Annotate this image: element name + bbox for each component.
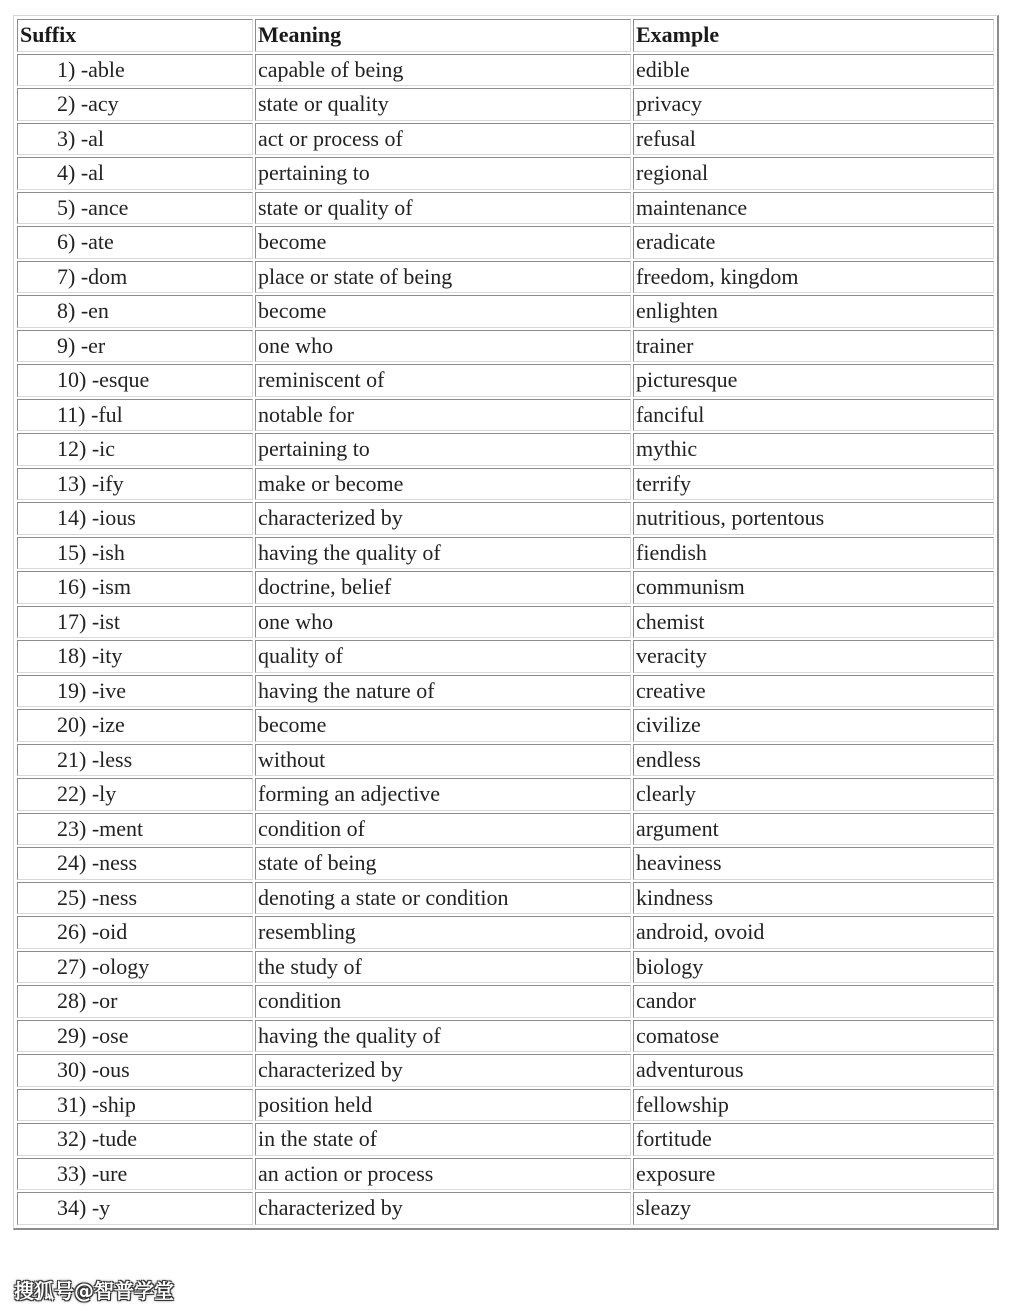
suffix-table-frame: [13, 15, 999, 1230]
suffix-cell: 28) -or: [17, 985, 253, 1018]
table-row: [17, 468, 994, 501]
table-row: [17, 192, 994, 225]
meaning-cell: characterized by: [255, 1054, 631, 1087]
suffix-table: [15, 17, 996, 1227]
table-row: [17, 399, 994, 432]
suffix-cell: 7) -dom: [17, 261, 253, 294]
meaning-cell: state of being: [255, 847, 631, 880]
suffix-cell: 9) -er: [17, 330, 253, 363]
meaning-cell: become: [255, 295, 631, 328]
table-row: [17, 54, 994, 87]
table-row: [17, 502, 994, 535]
suffix-cell: 25) -ness: [17, 882, 253, 915]
table-row: [17, 778, 994, 811]
meaning-cell: having the quality of: [255, 1020, 631, 1053]
example-cell: argument: [633, 813, 994, 846]
table-row: [17, 537, 994, 570]
meaning-cell: become: [255, 709, 631, 742]
suffix-cell: 24) -ness: [17, 847, 253, 880]
table-row: [17, 571, 994, 604]
example-cell: exposure: [633, 1158, 994, 1191]
example-cell: maintenance: [633, 192, 994, 225]
example-cell: comatose: [633, 1020, 994, 1053]
meaning-cell: denoting a state or condition: [255, 882, 631, 915]
suffix-cell: 31) -ship: [17, 1089, 253, 1122]
example-cell: civilize: [633, 709, 994, 742]
example-cell: trainer: [633, 330, 994, 363]
table-row: [17, 606, 994, 639]
suffix-cell: 1) -able: [17, 54, 253, 87]
suffix-cell: 33) -ure: [17, 1158, 253, 1191]
suffix-cell: 22) -ly: [17, 778, 253, 811]
table-row: [17, 1089, 994, 1122]
header-suffix: Suffix: [17, 19, 253, 52]
table-row: [17, 1123, 994, 1156]
example-cell: kindness: [633, 882, 994, 915]
example-cell: terrify: [633, 468, 994, 501]
meaning-cell: characterized by: [255, 502, 631, 535]
suffix-cell: 20) -ize: [17, 709, 253, 742]
table-row: [17, 916, 994, 949]
meaning-cell: resembling: [255, 916, 631, 949]
suffix-cell: 16) -ism: [17, 571, 253, 604]
meaning-cell: state or quality: [255, 88, 631, 121]
meaning-cell: without: [255, 744, 631, 777]
example-cell: nutritious, portentous: [633, 502, 994, 535]
meaning-cell: condition: [255, 985, 631, 1018]
suffix-cell: 29) -ose: [17, 1020, 253, 1053]
example-cell: edible: [633, 54, 994, 87]
suffix-cell: 10) -esque: [17, 364, 253, 397]
suffix-cell: 6) -ate: [17, 226, 253, 259]
example-cell: privacy: [633, 88, 994, 121]
table-row: [17, 709, 994, 742]
suffix-cell: 21) -less: [17, 744, 253, 777]
suffix-cell: 34) -y: [17, 1192, 253, 1225]
meaning-cell: condition of: [255, 813, 631, 846]
suffix-cell: 14) -ious: [17, 502, 253, 535]
meaning-cell: state or quality of: [255, 192, 631, 225]
table-row: [17, 88, 994, 121]
meaning-cell: act or process of: [255, 123, 631, 156]
example-cell: communism: [633, 571, 994, 604]
suffix-cell: 15) -ish: [17, 537, 253, 570]
meaning-cell: notable for: [255, 399, 631, 432]
meaning-cell: the study of: [255, 951, 631, 984]
example-cell: creative: [633, 675, 994, 708]
meaning-cell: having the quality of: [255, 537, 631, 570]
meaning-cell: place or state of being: [255, 261, 631, 294]
table-row: [17, 1054, 994, 1087]
table-row: [17, 675, 994, 708]
suffix-cell: 19) -ive: [17, 675, 253, 708]
meaning-cell: an action or process: [255, 1158, 631, 1191]
suffix-cell: 12) -ic: [17, 433, 253, 466]
example-cell: biology: [633, 951, 994, 984]
example-cell: android, ovoid: [633, 916, 994, 949]
meaning-cell: reminiscent of: [255, 364, 631, 397]
table-row: [17, 813, 994, 846]
table-row: [17, 364, 994, 397]
example-cell: veracity: [633, 640, 994, 673]
meaning-cell: capable of being: [255, 54, 631, 87]
table-row: [17, 847, 994, 880]
example-cell: sleazy: [633, 1192, 994, 1225]
suffix-cell: 23) -ment: [17, 813, 253, 846]
example-cell: fortitude: [633, 1123, 994, 1156]
meaning-cell: become: [255, 226, 631, 259]
table-row: [17, 744, 994, 777]
header-example: Example: [633, 19, 994, 52]
suffix-cell: 8) -en: [17, 295, 253, 328]
suffix-cell: 11) -ful: [17, 399, 253, 432]
table-row: [17, 330, 994, 363]
table-row: [17, 226, 994, 259]
table-row: [17, 985, 994, 1018]
example-cell: clearly: [633, 778, 994, 811]
meaning-cell: having the nature of: [255, 675, 631, 708]
suffix-cell: 2) -acy: [17, 88, 253, 121]
table-row: [17, 951, 994, 984]
example-cell: mythic: [633, 433, 994, 466]
watermark-text: 搜狐号@智普学堂: [14, 1279, 174, 1303]
meaning-cell: pertaining to: [255, 433, 631, 466]
meaning-cell: one who: [255, 330, 631, 363]
meaning-cell: make or become: [255, 468, 631, 501]
header-meaning: Meaning: [255, 19, 631, 52]
meaning-cell: position held: [255, 1089, 631, 1122]
table-row: [17, 433, 994, 466]
meaning-cell: characterized by: [255, 1192, 631, 1225]
table-header-row: [17, 19, 994, 52]
table-row: [17, 640, 994, 673]
example-cell: fiendish: [633, 537, 994, 570]
suffix-cell: 32) -tude: [17, 1123, 253, 1156]
suffix-cell: 18) -ity: [17, 640, 253, 673]
table-row: [17, 1192, 994, 1225]
example-cell: chemist: [633, 606, 994, 639]
meaning-cell: in the state of: [255, 1123, 631, 1156]
table-body: [17, 54, 994, 1225]
example-cell: fellowship: [633, 1089, 994, 1122]
table-row: [17, 882, 994, 915]
suffix-cell: 27) -ology: [17, 951, 253, 984]
suffix-cell: 26) -oid: [17, 916, 253, 949]
suffix-cell: 17) -ist: [17, 606, 253, 639]
table-row: [17, 295, 994, 328]
suffix-cell: 4) -al: [17, 157, 253, 190]
suffix-cell: 3) -al: [17, 123, 253, 156]
table-row: [17, 157, 994, 190]
example-cell: endless: [633, 744, 994, 777]
example-cell: enlighten: [633, 295, 994, 328]
table-row: [17, 123, 994, 156]
table-row: [17, 1020, 994, 1053]
example-cell: regional: [633, 157, 994, 190]
example-cell: adventurous: [633, 1054, 994, 1087]
meaning-cell: forming an adjective: [255, 778, 631, 811]
meaning-cell: pertaining to: [255, 157, 631, 190]
meaning-cell: doctrine, belief: [255, 571, 631, 604]
example-cell: eradicate: [633, 226, 994, 259]
meaning-cell: one who: [255, 606, 631, 639]
table-row: [17, 1158, 994, 1191]
example-cell: candor: [633, 985, 994, 1018]
meaning-cell: quality of: [255, 640, 631, 673]
suffix-cell: 13) -ify: [17, 468, 253, 501]
example-cell: refusal: [633, 123, 994, 156]
suffix-cell: 30) -ous: [17, 1054, 253, 1087]
example-cell: picturesque: [633, 364, 994, 397]
example-cell: heaviness: [633, 847, 994, 880]
suffix-cell: 5) -ance: [17, 192, 253, 225]
table-row: [17, 261, 994, 294]
example-cell: freedom, kingdom: [633, 261, 994, 294]
example-cell: fanciful: [633, 399, 994, 432]
